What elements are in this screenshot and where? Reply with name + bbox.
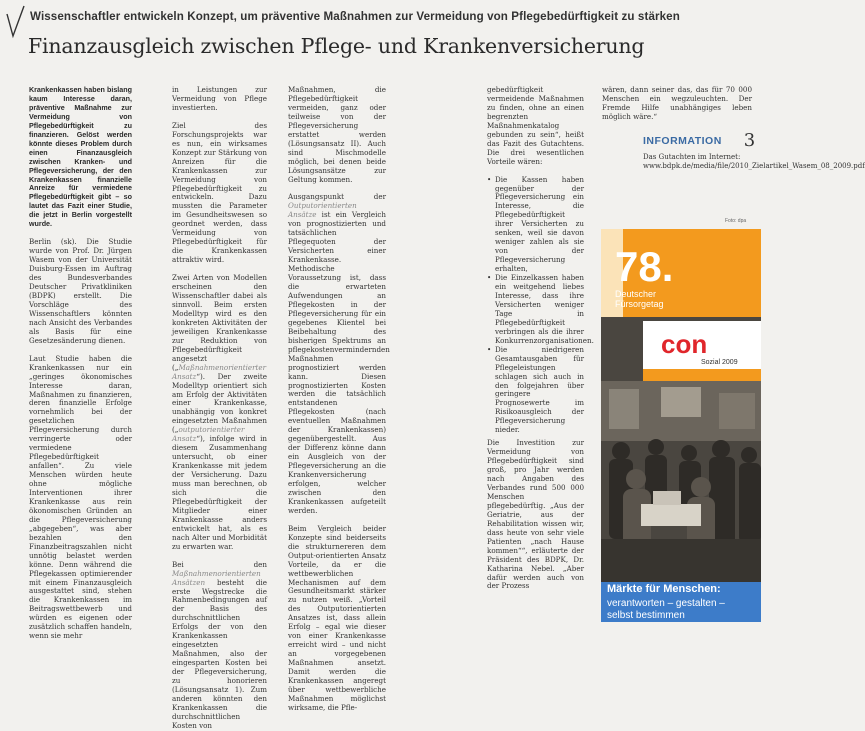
highlight-span: Maßnahmenorientierten Ansätzen [172, 568, 261, 587]
caption-line-2: verantworten – gestalten – [607, 598, 725, 609]
caption-line-3: selbst bestimmen [607, 610, 685, 621]
text-span: ist ein Vergleich von prognostizierten und tatsächlichen Pflegequoten der Versicherten einer Krankenkasse. Methodische Voraussetzung ist, dass die erwarteten Aufwendungen an Pflegekosten in der Pflegeversicherung für ein gegebenes Klientel bei Beibehaltung des bisherigen Spektrums an pflegekostenvermindernden Maßnahmen prognostiziert werden kann. Diesen prognostizierten Kosten werden die tatsächlich entstandenen Pflegekosten (nach eventuellen Maßnahmen der Krankenkassen) gegenübergestellt. Aus der Differenz könne dann ein Ausgleich von der Pflegeversicherung an die Krankenversicherung erfolgen, welcher zwischen den Krankenkassen aufgeteilt werden. [288, 210, 390, 515]
article-paragraph: Die Investition zur Vermeidung von Pflegebedürftigkeit sind groß, pro Jahr werden nach Angaben des Verbandes rund 500 000 Menschen pflegebedürftig. „Aus der Geriatrie, aus der Rehabilitation wissen wir, dass heute von sehr viele Patienten „nach Hause kommen““, erläuterte der Präsident des BDPK, Dr. Katharina Nebel. „Aber dafür werden auch von der Prozess [487, 438, 584, 591]
con-logo: con [661, 329, 708, 359]
list-item: • Die Einzelkassen haben ein weitgehend liebes Interesse, dass ihre Versicherten weniger Tage in Pflegebedürftigkeit verbringen als die ihrer Konkurrenzorganisationen. [495, 274, 584, 346]
list-item: • Die Kassen haben gegenüber der Pflegeversicherung ein Interesse, die Pflegebedürftigkeit ihrer Versicherten zu senken, weil sie davon weniger zahlen als sie von der Pflegeversicherung erhalten, [495, 176, 584, 274]
advantages-list [487, 174, 594, 436]
text-span: Zwei Arten von Modellen erscheinen den Wissenschaftler dabei als sinnvoll. Beim ersten Modelltyp wird es den konkreten Aktivitäten der jeweiligen Krankenkasse zur Reduktion von Pflegebedürftigkeit angesetzt („ [172, 273, 267, 372]
caption-subtitle [607, 598, 725, 622]
list-item: • Die niedrigeren Gesamtausgaben für Pflegeleistungen schlagen sich auch in den folgejahren über geringere Prognosewerte im Risikoausgleich der Pflegeversicherung nieder. [495, 346, 584, 436]
caption-title: Märkte für Menschen: [607, 583, 721, 595]
article-lead: Krankenkassen haben bislang kaum Interesse daran, präventive Maßnahme zur Vermeidung von Pflegebedürftigkeit zu finanzieren. Gelöst werden könnte dieses Problem durch einen Finanzausgleich zwischen Kranken- und Pflegeversicherung, der den Krankenkassen finanzielle Anreize für vermiedene Pflegebedürftigkeit gibt – so lautet das Fazit einer Studie, die jetzt in Berlin vorgestellt wurde. [29, 86, 132, 229]
highlight-span: Maßnahmenorientierter Ansatz [172, 362, 267, 381]
event-photo [601, 229, 761, 622]
info-number: 3 [743, 130, 756, 151]
article-paragraph: Berlin (sk). Die Studie wurde von Prof. Dr. Jürgen Wasem von der Universität Duisburg-Essen im Auftrag des Bundesverbandes Deutscher Privatkliniken (BDPK) erstellt. Die Vorschläge des Wissenschaftlers könnten nach Ansicht des Verbandes als Basis für eine Gesetzesänderung dienen. [29, 237, 132, 345]
info-title-text: INFORMATION [643, 134, 722, 147]
article-paragraph [288, 192, 390, 515]
kicker: Wissenschaftler entwickeln Konzept, um präventive Maßnahmen zur Vermeidung von Pflegebedürftigkeit zu stärken [30, 10, 680, 23]
page-title: Finanzausgleich zwischen Pflege- und Krankenversicherung [28, 34, 645, 58]
event-photo-illustration [601, 229, 761, 622]
article-paragraph: Laut Studie haben die Krankenkassen nur ein „geringes ökonomisches Interesse daran, Maßnahmen zu finanzieren, deren finanzielle Erfolge vornehmlich bei der gesetzlichen Pflegeversicherung durch verringerte oder vermiedene Pflegebedürftigkeit anfallen“. Zu viele Menschen würden heute ohne mögliche Interventionen ihrer Krankenkasse aus rein ökonomischen Gründen an die Pflegeversicherung „abgegeben“, was aber bezahlen den Finanzbeitragszahlen nicht unnötig belastet werden könne. Denn während die Pflegekassen optimierender mit einem Finanzausgleich ausgestattet sind, stehen die Krankenkassen im Beitragswettbewerb und würden es eigenen oder zusätzlich schaffen handeln, wenn sie mehr [29, 353, 132, 641]
info-title [643, 130, 756, 151]
highlight-span: Outputorientierten Ansätze [288, 201, 357, 220]
text-span: besteht die erste Wegstrecke die Rahmenbedingungen auf der Basis des durchschnittlichen Erfolgs der von den Krankenkassen eingesetzten Maßnahmen, also der eingesparten Kosten bei der Pflegeversicherung, zu honorieren (Lösungsansatz 1). Zum anderen könnten den Krankenkassen die durchschnittlichen Kosten von [172, 577, 267, 730]
article-paragraph: in Leistungen zur Vermeidung von Pflege investierten. [172, 85, 267, 112]
con-sub: Sozial 2009 [701, 359, 738, 366]
banner-line-1: Deutscher [615, 289, 657, 299]
info-text: Das Gutachten im Internet: www.bdpk.de/media/file/2010_Zielartikel_Wasem_08_2009.pdf [643, 153, 865, 170]
banner-78: 78. [615, 243, 674, 290]
article-paragraph [172, 561, 267, 731]
text-span: Bei den [172, 559, 267, 569]
highlight-span: outputorientierter Ansatz [172, 425, 245, 444]
text-span: “). Der zweite Modelltyp orientiert sich am Erfolg der Aktivitäten einer Krankenkasse, unabhängig von konkret eingesetzten Maßnahmen („ [172, 371, 267, 435]
article-column-4 [487, 85, 594, 622]
article-paragraph: wären, dann seiner das, das für 70 000 Menschen ein wegzuleuchten. Der Fremde Hilfe unabhängiges leben möglich wäre.“ [602, 85, 752, 121]
article-paragraph: Maßnahmen, die Pflegebedürftigkeit vermeiden, ganz oder teilweise von der Pflegeversicherung erstattet werden (Lösungsansatz II). Auch sind Mischmodelle möglich, bei denen beide Lösungsansätze zur Geltung kommen. [288, 85, 386, 184]
banner-line-2: Fürsorgetag [615, 299, 664, 309]
article-column-3 [288, 85, 390, 712]
article-column-2 [172, 85, 267, 730]
article-paragraph: gebedürftigkeit vermeidende Maßnahmen zu finden, ohne an einen begrenzten Maßnahmenkatalog gebunden zu sein“, heißt das Fazit des Gutachtens. Die drei wesentlichen Vorteile wären: [487, 85, 584, 166]
text-span: “), infolge wird in diesem Zusammenhang untersucht, ob einer Krankenkasse mit jedem der Versicherung. Dazu muss man berechnen, ob sich die Pflegebedürftigkeit der Mitglieder einer Krankenkasse anders entwickelt hat, als es nach Alter und Morbidität zu erwarten war. [172, 434, 267, 551]
photo-credit: Foto: dpa [725, 218, 747, 224]
article-paragraph: Ziel des Forschungsprojekts war es nun, ein wirksames Konzept zur Stärkung von Anreizen für die Krankenkassen zur Vermeidung von Pflegebedürftigkeit zu entwickeln. Dazu mussten die Parameter im Gesundheitswesen so geordnet werden, dass Vermeidung von Pflegebedürftigkeit für die Krankenkassen attraktiv wird. [172, 120, 267, 265]
article-column-1 [29, 86, 132, 641]
text-span: Ausgangspunkt der [288, 192, 386, 202]
pen-checkmark-icon [4, 4, 28, 44]
article-paragraph: Beim Vergleich beider Konzepte sind beiderseits die strukturnereren dem Output-orientierten Ansatz Vorteile, da er die wettbewerblichen Mechanismen auf dem Gesundheitsmarkt stärker zu nutzen weiß. „Vorteil des Outputorientierten Ansatzes ist, dass allein Erfolg – egal wie dieser von einer Krankenkasse erreicht wird – und nicht an vorgegebenen Maßnahmen ansetzt. Damit werden die Krankenkassen angeregt über wettbewerbliche Maßnahmen möglichst wirksame, die Pfle- [288, 523, 386, 712]
info-box [643, 130, 865, 171]
article-paragraph [172, 274, 267, 552]
